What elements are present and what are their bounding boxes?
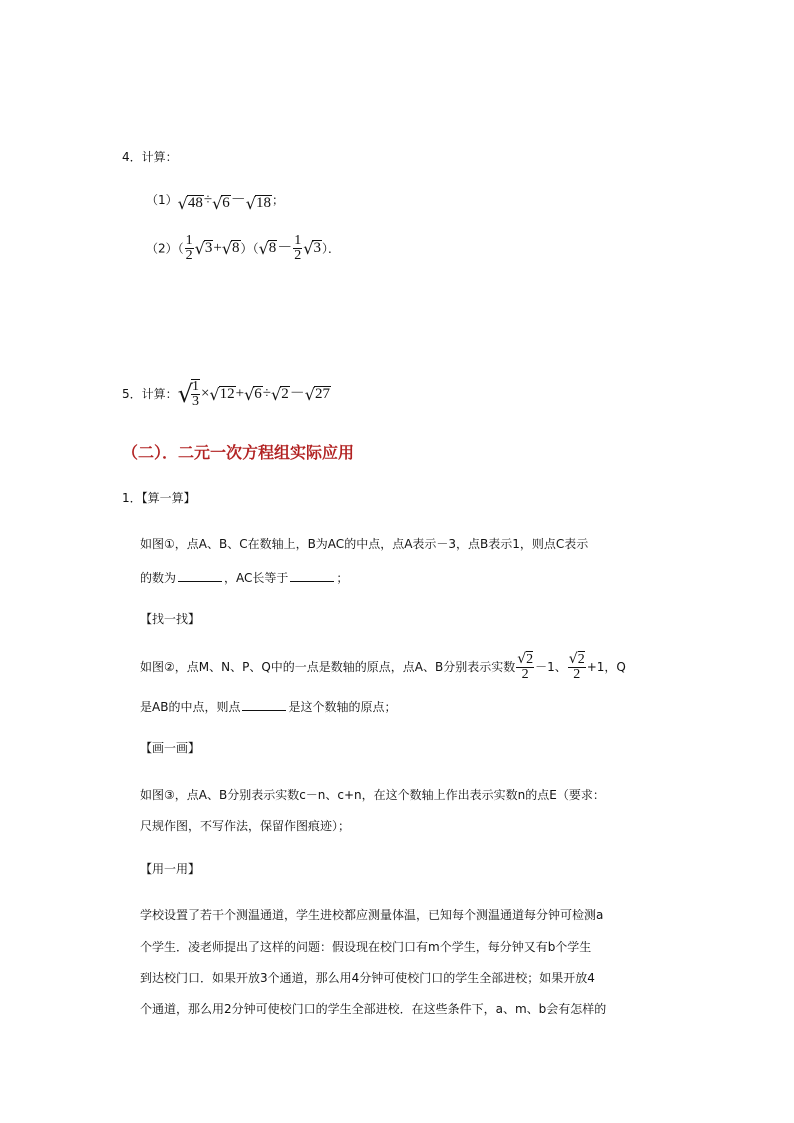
use-paragraph-line-3: 到达校门口．如果开放3个通道，那么用4分钟可使校门口的学生全部进校；如果开放4: [140, 971, 595, 985]
radical-2: √2: [271, 384, 289, 404]
answer-blank: [178, 570, 222, 582]
radical-18: √18: [245, 194, 271, 213]
radical-fraction-one-third: √ $\frac{1}{3}$: [177, 379, 199, 409]
calc-paragraph-line-1: 如图①，点A、B、C在数轴上，B为AC的中点，点A表示－3，点B表示1，则点C表示: [140, 537, 589, 551]
divide-sign: ÷: [203, 192, 213, 208]
text: 是AB的中点，则点: [140, 700, 241, 714]
problem-5: [122, 379, 331, 409]
fraction-sqrt2-over-2: $\frac{√2}{2}$: [568, 651, 585, 682]
answer-blank: [242, 699, 286, 711]
minus-sign: －: [277, 240, 293, 256]
find-paragraph-line-2: [140, 699, 396, 713]
problem-4-label: 4．计算：: [122, 150, 178, 164]
fraction-half: $\frac{1}{2}$: [185, 233, 193, 263]
item-number: （2）: [146, 241, 178, 256]
draw-paragraph-line-2: 尺规作图，不写作法，保留作图痕迹）；: [140, 819, 351, 833]
calc-paragraph-line-2: [140, 570, 348, 584]
problem-4-item-2: [146, 234, 340, 263]
radical-6: √6: [244, 384, 262, 404]
draw-heading: 【画一画】: [140, 741, 201, 755]
draw-paragraph-line-1: 如图③，点A、B分别表示实数c－n、c+n，在这个数轴上作出表示实数n的点E（要求：: [140, 788, 605, 802]
text: 如图②，点M、N、P、Q中的一点是数轴的原点，点A、B分别表示实数: [140, 660, 516, 674]
use-paragraph-line-2: 个学生．凌老师提出了这样的问题：假设现在校门口有m个学生，每分钟又有b个学生: [140, 940, 592, 954]
semicolon: ；: [272, 193, 285, 207]
plus-sign: +: [213, 240, 222, 256]
text: 的数为: [140, 571, 177, 585]
find-heading: 【找一找】: [140, 612, 201, 626]
radical-27: √27: [304, 384, 330, 404]
paren-close: ）: [240, 241, 253, 256]
text: ，AC长等于: [224, 571, 289, 585]
item-number: （1）: [146, 193, 178, 207]
find-paragraph-line-1: [140, 652, 626, 682]
minus-sign: －: [289, 385, 305, 402]
use-paragraph-line-4: 个通道，那么用2分钟可使校门口的学生全部进校．在这些条件下，a、m、b会有怎样的: [140, 1002, 607, 1016]
radical-12: √12: [209, 384, 235, 404]
paren-open: （: [177, 241, 184, 256]
plus-sign: +: [235, 385, 245, 402]
text: 是这个数轴的原点；: [288, 700, 397, 714]
minus-sign: －: [230, 192, 246, 208]
radical-3: √3: [303, 239, 321, 258]
fraction-sqrt2-over-2: $\frac{√2}{2}$: [517, 651, 534, 682]
text: +1，Q: [586, 660, 626, 674]
text: ；: [336, 571, 349, 585]
radical-6: √6: [212, 194, 230, 213]
section-title: （二）．二元一次方程组实际应用: [122, 443, 355, 462]
paren-close-period: ）．: [321, 241, 340, 256]
answer-blank: [290, 570, 334, 582]
paren-open: （: [252, 241, 259, 256]
radical-3: √3: [194, 239, 213, 258]
radical-8: √8: [221, 239, 240, 258]
use-heading: 【用一用】: [140, 862, 201, 876]
problem-4-item-1: [146, 193, 284, 212]
radical-48: √48: [177, 194, 203, 213]
fraction-half: $\frac{1}{2}$: [294, 233, 302, 263]
problem-5-label: 5．计算：: [122, 387, 178, 401]
text: －1、: [535, 660, 567, 674]
radical-8: √8: [258, 239, 277, 258]
divide-sign: ÷: [262, 385, 272, 402]
question-1-label: 1．【算一算】: [122, 491, 196, 505]
use-paragraph-line-1: 学校设置了若干个测温通道，学生进校都应测量体温，已知每个测温通道每分钟可检测a: [140, 908, 604, 922]
times-sign: ×: [200, 385, 210, 402]
